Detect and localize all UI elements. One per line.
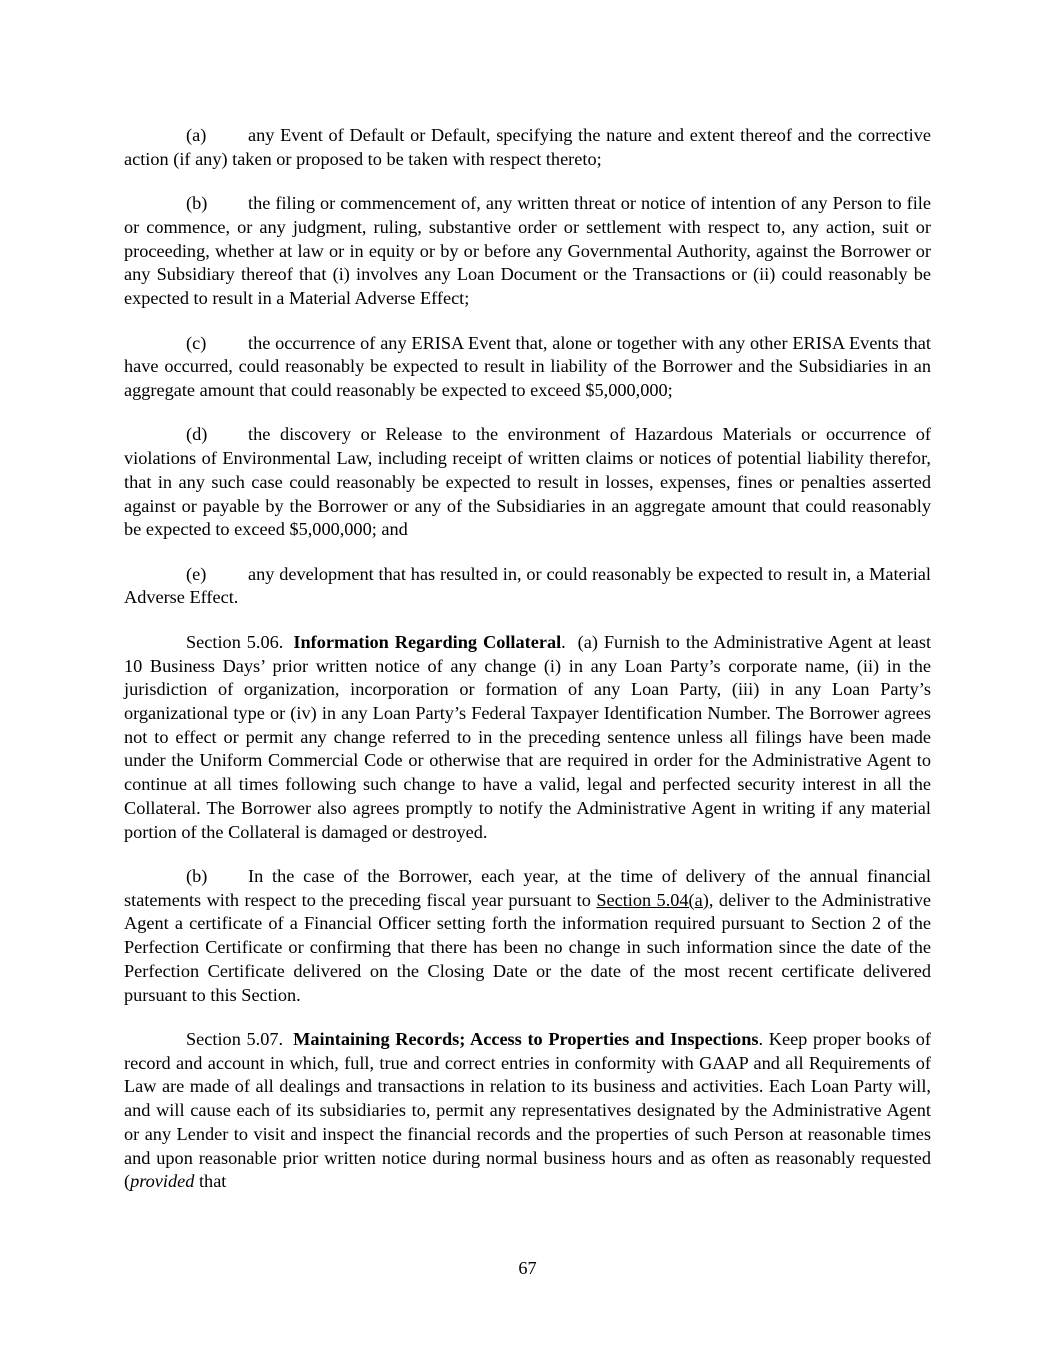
clause-text: the filing or commencement of, any written threat or notice of intention of any Person to file or commence, or any judgment, ruling, substantive order or settlement with respect to, any action, suit or proceeding, whether at law or in equity or by or before any Governmental Authority, against the Borrower or any Subsidiary thereof that (i) involves any Loan Document or the Transactions or (ii) could reasonably be expected to result in a Material Adverse Effect; bbox=[124, 193, 931, 309]
document-page bbox=[124, 124, 931, 1215]
section-text: (a) Furnish to the Administrative Agent at least 10 Business Days’ prior written notice of any change (i) in any Loan Party’s corporate name, (ii) in the jurisdiction of organization, incorporation or formation of any Loan Party, (iii) in any Loan Party’s organizational type or (iv) in any Loan Party’s Federal Taxpayer Identification Number. The Borrower agrees not to effect or permit any change referred to in the preceding sentence unless all filings have been made under the Uniform Commercial Code or otherwise that are required in order for the Administrative Agent to continue at all times following such change to have a valid, legal and perfected security interest in all the Collateral. The Borrower also agrees promptly to notify the Administrative Agent in writing if any material portion of the Collateral is damaged or destroyed. bbox=[124, 631, 932, 842]
section-number: Section 5.07. bbox=[186, 1029, 284, 1050]
clause-text: the occurrence of any ERISA Event that, alone or together with any other ERISA Events that have occurred, could reasonably be expected to result in liability of the Borrower and the Subsidiaries in an aggregate amount that could reasonably be expected to exceed $5,000,000; bbox=[124, 332, 931, 400]
clause-text: any Event of Default or Default, specifying the nature and extent thereof and the corrective action (if any) taken or proposed to be taken with respect thereto; bbox=[124, 125, 931, 169]
section-5-07 bbox=[124, 1028, 931, 1194]
section-text: , deliver to the Administrative Agent a certificate of a Financial Officer setting forth the information required pursuant to Section 2 of the Perfection Certificate or confirming that there has been no change in such information since the date of the Perfection Certificate delivered on the Closing Date or the date of the most recent certificate delivered pursuant to this Section. bbox=[124, 889, 931, 1005]
section-cross-reference: Section 5.04(a) bbox=[596, 889, 709, 910]
section-text: In the case of the Borrower, each year, at the time of delivery of the annual financial statements with respect to the preceding fiscal year pursuant to bbox=[124, 866, 931, 910]
clause-label: (c) bbox=[186, 332, 207, 353]
clause-label: (d) bbox=[186, 424, 208, 445]
clause-label: (e) bbox=[186, 563, 207, 584]
section-heading: Maintaining Records; Access to Properties and Inspections bbox=[293, 1029, 759, 1050]
section-text: Keep proper books of record and account in which, full, true and correct entries in conformity with GAAP and all Requirements of Law are made of all dealings and transactions in relation to its business and activities. Each Loan Party will, and will cause each of its subsidiaries to, permit any representatives designated by the Administrative Agent or any Lender to visit and inspect the financial records and the properties of such Person at reasonable times and upon reasonable prior written notice during normal business hours and as often as reasonably requested ( bbox=[124, 1029, 931, 1192]
clause-c bbox=[124, 332, 931, 403]
italic-term: provided bbox=[130, 1171, 195, 1192]
clause-a bbox=[124, 124, 931, 171]
page-number: 67 bbox=[518, 1258, 537, 1278]
clause-text: any development that has resulted in, or could reasonably be expected to result in, a Material Adverse Effect. bbox=[124, 563, 931, 608]
clause-text: the discovery or Release to the environment of Hazardous Materials or occurrence of violations of Environmental Law, including receipt of written claims or notices of potential liability therefor, that in any such case could reasonably be expected to result in losses, expenses, fines or penalties asserted against or payable by the Borrower or any of the Subsidiaries in an aggregate amount that could reasonably be expected to exceed $5,000,000; and bbox=[124, 424, 931, 540]
clause-e bbox=[124, 563, 931, 610]
section-5-06-b bbox=[124, 865, 931, 1007]
section-5-06 bbox=[124, 631, 931, 844]
section-text: that bbox=[194, 1171, 227, 1192]
clause-label: (a) bbox=[186, 125, 207, 145]
section-heading-punct: . bbox=[561, 631, 566, 652]
clause-label: (b) bbox=[186, 193, 208, 214]
clause-label: (b) bbox=[186, 866, 208, 887]
section-heading-punct: . bbox=[758, 1029, 764, 1050]
clause-b bbox=[124, 192, 931, 311]
section-number: Section 5.06. bbox=[186, 631, 284, 652]
clause-d bbox=[124, 423, 931, 542]
section-heading: Information Regarding Collateral bbox=[293, 631, 562, 652]
